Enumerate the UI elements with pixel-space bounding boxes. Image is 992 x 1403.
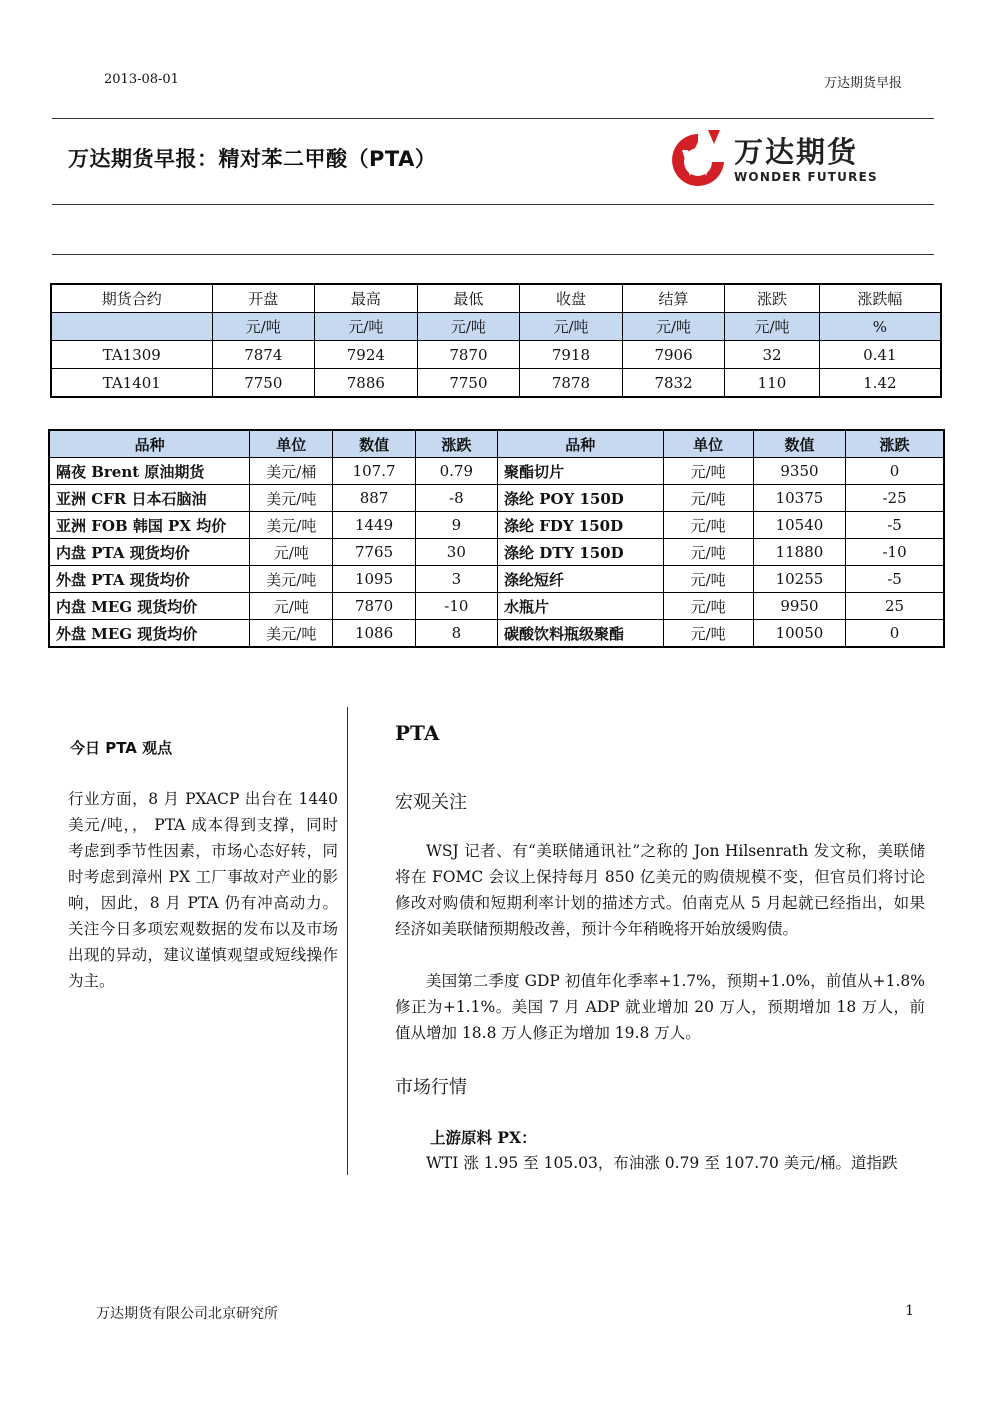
table-cell: 1086	[333, 620, 415, 648]
table-cell: 8	[415, 620, 497, 648]
upstream-paragraph: WTI 涨 1.95 至 105.03，布油涨 0.79 至 107.70 美元/桶。道指跌	[426, 1154, 898, 1172]
header-cell: 单位	[250, 430, 333, 458]
table-cell: 元/吨	[663, 458, 753, 485]
product-name: 水瓶片	[497, 593, 663, 620]
table-cell: 7750	[212, 369, 315, 398]
table-cell: -10	[415, 593, 497, 620]
table-cell: 美元/吨	[250, 512, 333, 539]
table-cell: 11880	[753, 539, 845, 566]
macro-paragraph-2: 美国第二季度 GDP 初值年化季率+1.7%，预期+1.0%，前值从+1.8%修正为+1.1%。美国 7 月 ADP 就业增加 20 万人，预期增加 18 万人，前值从增加 18.8 万人修正为增加 19.8 万人。	[395, 972, 925, 1042]
table-cell: 7886	[315, 369, 418, 398]
table-cell: -25	[846, 485, 944, 512]
page-title: 万达期货早报：精对苯二甲酸（PTA）	[68, 147, 437, 171]
header-cell: 品种	[497, 430, 663, 458]
unit-cell: %	[819, 313, 941, 341]
table-cell: 元/吨	[663, 566, 753, 593]
table-cell: 0	[846, 458, 944, 485]
title-rule	[52, 204, 934, 205]
table-cell: 10255	[753, 566, 845, 593]
table-cell: 0.41	[819, 341, 941, 369]
table-cell: 0	[846, 620, 944, 648]
table-row	[49, 593, 944, 620]
table-cell: 9950	[753, 593, 845, 620]
upstream-heading: 上游原料 PX：	[430, 1128, 537, 1147]
table-cell: 1.42	[819, 369, 941, 398]
table-cell: 元/吨	[663, 539, 753, 566]
header-cell: 涨跌	[846, 430, 944, 458]
table-cell: 25	[846, 593, 944, 620]
header-cell: 涨跌	[725, 284, 819, 313]
header-cell: 涨跌幅	[819, 284, 941, 313]
table-cell: 10375	[753, 485, 845, 512]
table-cell: 元/吨	[663, 485, 753, 512]
product-name: 外盘 MEG 现货均价	[49, 620, 250, 648]
product-name: 隔夜 Brent 原油期货	[49, 458, 250, 485]
main-heading: PTA	[395, 721, 440, 745]
table-header-row	[51, 284, 941, 313]
table-cell: 0.79	[415, 458, 497, 485]
product-name: 亚洲 CFR 日本石脑油	[49, 485, 250, 512]
table-cell: 7765	[333, 539, 415, 566]
table-cell: 30	[415, 539, 497, 566]
table-cell: 10050	[753, 620, 845, 648]
table-cell: -5	[846, 512, 944, 539]
table-cell: 美元/桶	[250, 458, 333, 485]
header-cell: 开盘	[212, 284, 315, 313]
table-row	[49, 566, 944, 593]
table-cell: 110	[725, 369, 819, 398]
table-cell: TA1309	[51, 341, 212, 369]
table-cell: -10	[846, 539, 944, 566]
table-units-row	[51, 313, 941, 341]
header-cell: 最低	[417, 284, 520, 313]
table-cell: 7878	[520, 369, 623, 398]
table-cell: 元/吨	[663, 512, 753, 539]
header-rule	[52, 118, 934, 119]
table-cell: 7870	[333, 593, 415, 620]
macro-heading: 宏观关注	[395, 792, 467, 813]
header-cell: 期货合约	[51, 284, 212, 313]
table-cell: TA1401	[51, 369, 212, 398]
header-cell: 单位	[663, 430, 753, 458]
table-cell: 9	[415, 512, 497, 539]
header-report-name: 万达期货早报	[823, 76, 902, 91]
table-cell: 7918	[520, 341, 623, 369]
table-cell: 887	[333, 485, 415, 512]
logo-chinese-name: 万达期货	[734, 135, 859, 169]
table-cell: 32	[725, 341, 819, 369]
table-cell: 7906	[622, 341, 725, 369]
product-name: 亚洲 FOB 韩国 PX 均价	[49, 512, 250, 539]
product-name: 涤纶 FDY 150D	[497, 512, 663, 539]
table-row	[49, 539, 944, 566]
section-rule	[52, 254, 934, 255]
product-name: 内盘 MEG 现货均价	[49, 593, 250, 620]
unit-cell: 元/吨	[520, 313, 623, 341]
table-cell: 7870	[417, 341, 520, 369]
page-number: 1	[905, 1303, 914, 1319]
sidebar-heading: 今日 PTA 观点	[70, 739, 173, 757]
table-cell: 美元/吨	[250, 620, 333, 648]
product-name: 涤纶 POY 150D	[497, 485, 663, 512]
unit-cell: 元/吨	[417, 313, 520, 341]
table-cell: 7924	[315, 341, 418, 369]
header-cell: 最高	[315, 284, 418, 313]
table-cell: 7832	[622, 369, 725, 398]
product-name: 涤纶 DTY 150D	[497, 539, 663, 566]
unit-cell	[51, 313, 212, 341]
futures-table	[50, 283, 942, 398]
wonder-logo-icon	[668, 128, 728, 192]
unit-cell: 元/吨	[725, 313, 819, 341]
header-cell: 数值	[333, 430, 415, 458]
column-divider	[347, 707, 348, 1175]
table-cell: 元/吨	[250, 593, 333, 620]
table-cell: 元/吨	[663, 620, 753, 648]
market-heading: 市场行情	[395, 1077, 467, 1098]
header-cell: 结算	[622, 284, 725, 313]
table-row	[51, 369, 941, 398]
table-cell: 7750	[417, 369, 520, 398]
sidebar-text: 行业方面，8 月 PXACP 出台在 1440 美元/吨，， PTA 成本得到支撑，同时考虑到季节性因素，市场心态好转，同时考虑到漳州 PX 工厂事故对产业的影响，因此，8 月 PTA 仍有冲高动力。关注今日多项宏观数据的发布以及市场出现的异动，建议谨慎观望或短线操作为主。	[68, 790, 338, 990]
table-row	[49, 512, 944, 539]
header-cell: 品种	[49, 430, 250, 458]
table-cell: 美元/吨	[250, 485, 333, 512]
product-name: 内盘 PTA 现货均价	[49, 539, 250, 566]
product-name: 外盘 PTA 现货均价	[49, 566, 250, 593]
table-cell: -8	[415, 485, 497, 512]
table-cell: 9350	[753, 458, 845, 485]
unit-cell: 元/吨	[212, 313, 315, 341]
table-cell: 3	[415, 566, 497, 593]
table-row	[49, 458, 944, 485]
product-name: 碳酸饮料瓶级聚酯	[497, 620, 663, 648]
table-cell: 107.7	[333, 458, 415, 485]
header-date: 2013-08-01	[104, 72, 179, 87]
header-cell: 收盘	[520, 284, 623, 313]
footer-company: 万达期货有限公司北京研究所	[96, 1306, 278, 1322]
header-cell: 数值	[753, 430, 845, 458]
table-row	[51, 341, 941, 369]
logo-english-name: WONDER FUTURES	[734, 170, 878, 184]
company-logo	[668, 126, 888, 192]
header-cell: 涨跌	[415, 430, 497, 458]
table-cell: 元/吨	[663, 593, 753, 620]
spot-price-table	[48, 429, 945, 648]
table-cell: -5	[846, 566, 944, 593]
table-cell: 10540	[753, 512, 845, 539]
table-cell: 1449	[333, 512, 415, 539]
table-cell: 7874	[212, 341, 315, 369]
macro-paragraph-1: WSJ 记者、有“美联储通讯社”之称的 Jon Hilsenrath 发文称，美联储将在 FOMC 会议上保持每月 850 亿美元的购债规模不变，但官员们将讨论修改对购债和短期利率计划的描述方式。伯南克从 5 月起就已经指出，如果经济如美联储预期般改善，预计今年稍晚将开始放缓购债。	[395, 842, 925, 938]
unit-cell: 元/吨	[622, 313, 725, 341]
table-cell: 1095	[333, 566, 415, 593]
product-name: 涤纶短纤	[497, 566, 663, 593]
table-row	[49, 620, 944, 648]
table-row	[49, 485, 944, 512]
unit-cell: 元/吨	[315, 313, 418, 341]
table-cell: 元/吨	[250, 539, 333, 566]
table-header-row	[49, 430, 944, 458]
table-cell: 美元/吨	[250, 566, 333, 593]
product-name: 聚酯切片	[497, 458, 663, 485]
